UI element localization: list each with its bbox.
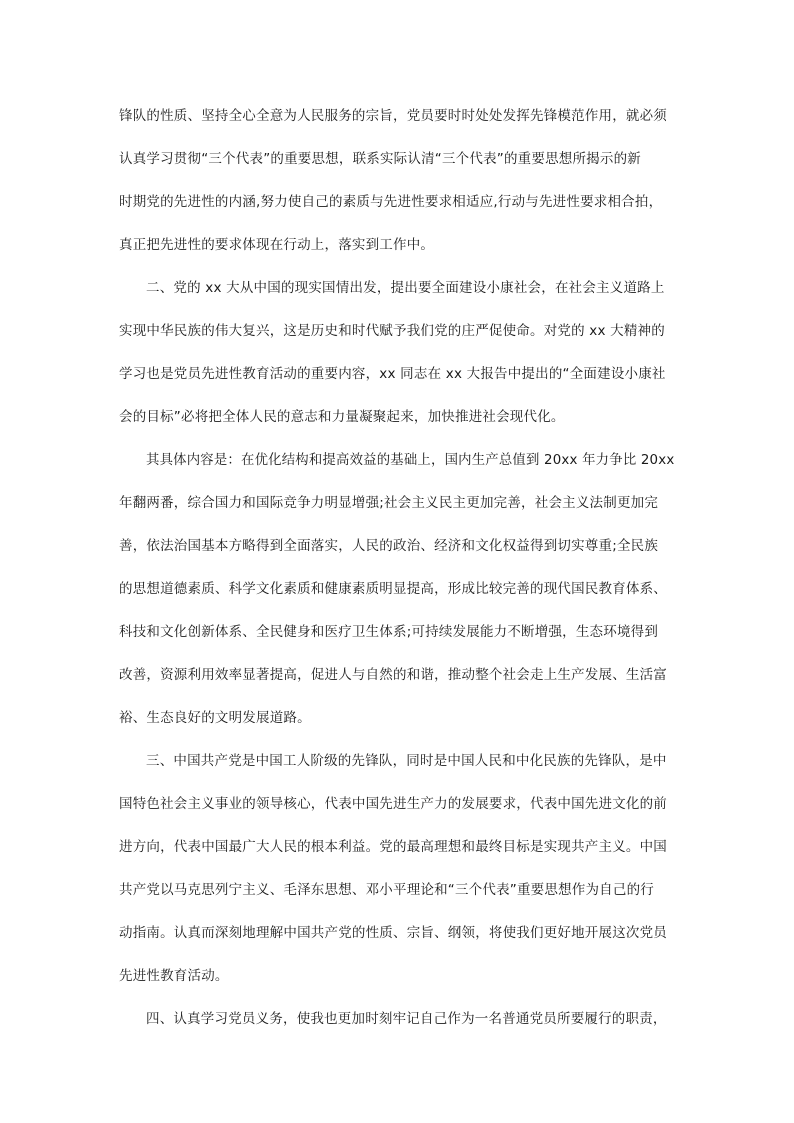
text-line: 年翻两番，综合国力和国际竞争力明显增强;社会主义民主更加完善，社会主义法制更加完 bbox=[119, 495, 659, 511]
text-line: 会的目标”必将把全体人民的意志和力量凝聚起来，加快推进社会现代化。 bbox=[119, 409, 565, 425]
paragraph-start-line: 四、认真学习党员义务，使我也更加时刻牢记自己作为一名普通党员所要履行的职责， bbox=[146, 1011, 667, 1027]
text-line: 改善，资源利用效率显著提高，促进人与自然的和谐，推动整个社会走上生产发展、生活富 bbox=[119, 667, 667, 683]
paragraph-start-line: 三、中国共产党是中国工人阶级的先锋队，同时是中国人民和中化民族的先锋队，是中 bbox=[146, 753, 667, 769]
paragraph-start-line: 其具体内容是：在优化结构和提高效益的基础上，国内生产总值到 20xx 年力争比 20xx bbox=[146, 452, 675, 468]
text-line: 国特色社会主义事业的领导核心，代表中国先进生产力的发展要求，代表中国先进文化的前 bbox=[119, 796, 667, 812]
text-line: 善，依法治国基本方略得到全面落实，人民的政治、经济和文化权益得到切实尊重;全民族 bbox=[119, 538, 659, 554]
paragraph-start-line: 二、党的 xx 大从中国的现实国情出发，提出要全面建设小康社会，在社会主义道路上 bbox=[146, 280, 665, 296]
text-line: 的思想道德素质、科学文化素质和健康素质明显提高，形成比较完善的现代国民教育体系、 bbox=[119, 581, 667, 597]
text-line: 动指南。认真而深刻地理解中国共产党的性质、宗旨、纲领，将使我们更好地开展这次党员 bbox=[119, 925, 667, 941]
text-line: 锋队的性质、坚持全心全意为人民服务的宗旨，党员要时时处处发挥先锋模范作用，就必须 bbox=[119, 108, 667, 124]
text-line: 裕、生态良好的文明发展道路。 bbox=[119, 710, 311, 726]
text-line: 先进性教育活动。 bbox=[119, 968, 229, 984]
text-line: 真正把先进性的要求体现在行动上，落实到工作中。 bbox=[119, 237, 435, 253]
text-line: 时期党的先进性的内涵,努力使自己的素质与先进性要求相适应,行动与先进性要求相合拍， bbox=[119, 194, 663, 210]
text-line: 学习也是党员先进性教育活动的重要内容，xx 同志在 xx 大报告中提出的“全面建设小康社 bbox=[119, 366, 666, 382]
text-line: 进方向，代表中国最广大人民的根本利益。党的最高理想和最终目标是实现共产主义。中国 bbox=[119, 839, 667, 855]
text-line: 科技和文化创新体系、全民健身和医疗卫生体系;可持续发展能力不断增强，生态环境得到 bbox=[119, 624, 659, 640]
text-line: 认真学习贯彻“三个代表”的重要思想，联系实际认清“三个代表”的重要思想所揭示的新 bbox=[119, 151, 641, 167]
text-line: 实现中华民族的伟大复兴，这是历史和时代赋予我们党的庄严促使命。对党的 xx 大精神的 bbox=[119, 323, 665, 339]
text-line: 共产党以马克思列宁主义、毛泽东思想、邓小平理论和“三个代表”重要思想作为自己的行 bbox=[119, 882, 654, 898]
